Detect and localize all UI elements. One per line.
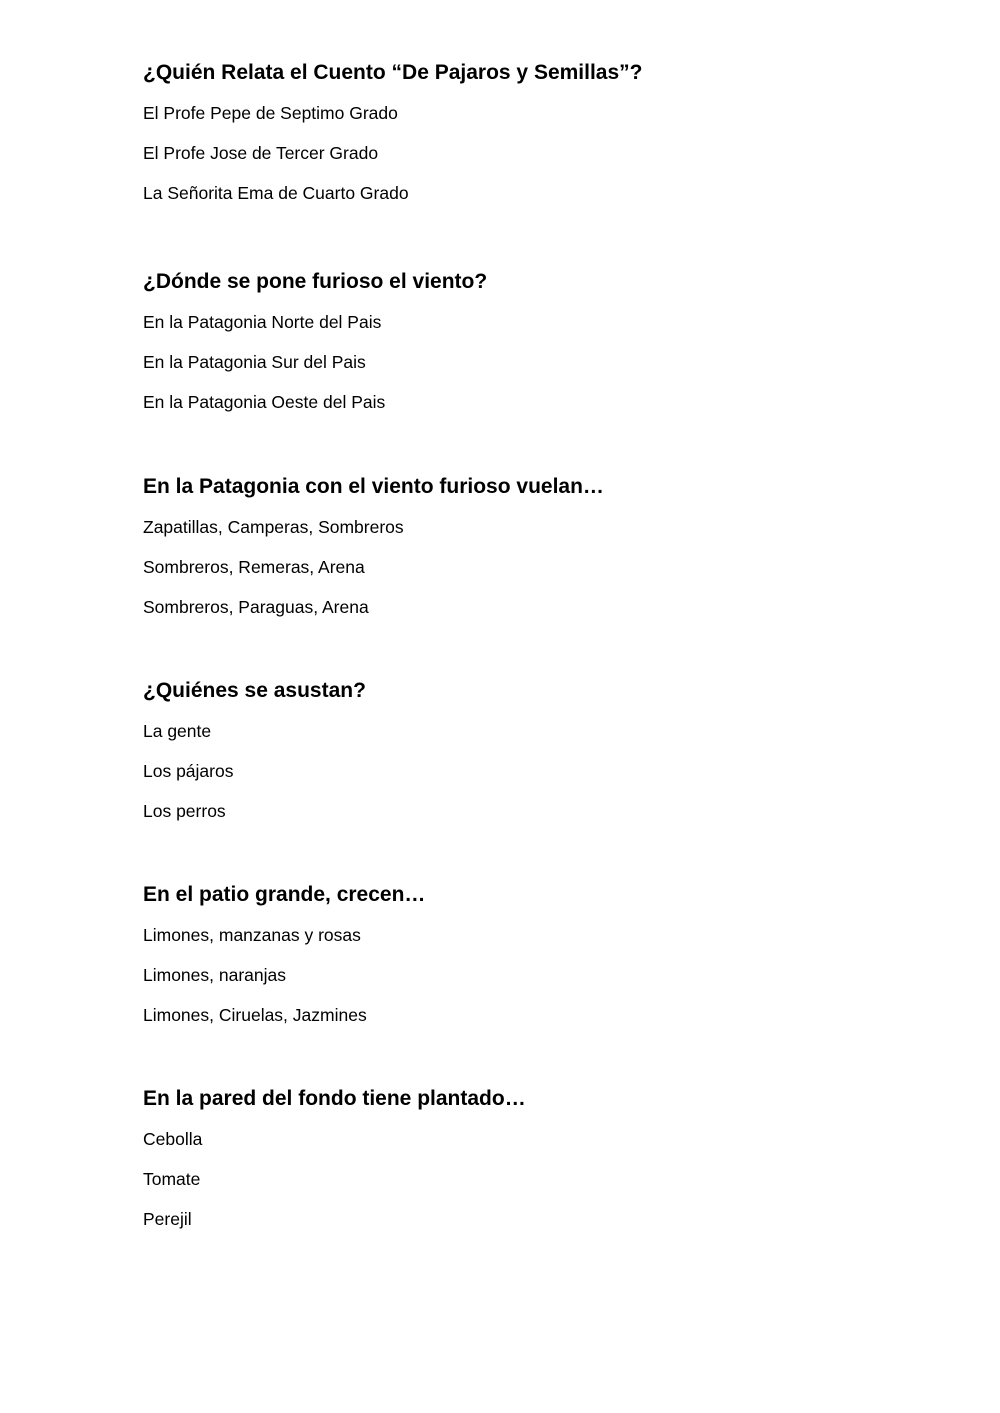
question-5 xyxy=(143,881,943,1027)
question-2 xyxy=(143,268,943,414)
answer-option[interactable]: El Profe Jose de Tercer Grado xyxy=(143,143,379,163)
question-4 xyxy=(143,677,943,823)
answer-option[interactable]: Limones, naranjas xyxy=(143,965,286,985)
question-title: ¿Quiénes se asustan? xyxy=(143,679,366,702)
question-title: ¿Quién Relata el Cuento “De Pajaros y Semillas”? xyxy=(143,61,643,84)
answer-option[interactable]: El Profe Pepe de Septimo Grado xyxy=(143,103,398,123)
question-1 xyxy=(143,59,943,205)
question-title: En la pared del fondo tiene plantado… xyxy=(143,1087,526,1110)
answer-option[interactable]: Perejil xyxy=(143,1209,192,1229)
answer-option[interactable]: Sombreros, Paraguas, Arena xyxy=(143,597,369,617)
answer-option[interactable]: En la Patagonia Norte del Pais xyxy=(143,312,382,332)
answer-option[interactable]: La Señorita Ema de Cuarto Grado xyxy=(143,183,409,203)
answer-option[interactable]: Limones, Ciruelas, Jazmines xyxy=(143,1005,367,1025)
answer-option[interactable]: Los perros xyxy=(143,801,226,821)
question-3 xyxy=(143,473,943,619)
question-title: En la Patagonia con el viento furioso vuelan… xyxy=(143,475,604,498)
answer-option[interactable]: Cebolla xyxy=(143,1129,203,1149)
question-title: ¿Dónde se pone furioso el viento? xyxy=(143,270,488,293)
answer-option[interactable]: Limones, manzanas y rosas xyxy=(143,925,361,945)
answer-option[interactable]: Sombreros, Remeras, Arena xyxy=(143,557,365,577)
answer-option[interactable]: La gente xyxy=(143,721,212,741)
question-6 xyxy=(143,1085,943,1231)
answer-option[interactable]: En la Patagonia Sur del Pais xyxy=(143,352,366,372)
answer-option[interactable]: Zapatillas, Camperas, Sombreros xyxy=(143,517,404,537)
question-title: En el patio grande, crecen… xyxy=(143,883,426,906)
answer-option[interactable]: Tomate xyxy=(143,1169,201,1189)
answer-option[interactable]: Los pájaros xyxy=(143,761,234,781)
answer-option[interactable]: En la Patagonia Oeste del Pais xyxy=(143,392,386,412)
